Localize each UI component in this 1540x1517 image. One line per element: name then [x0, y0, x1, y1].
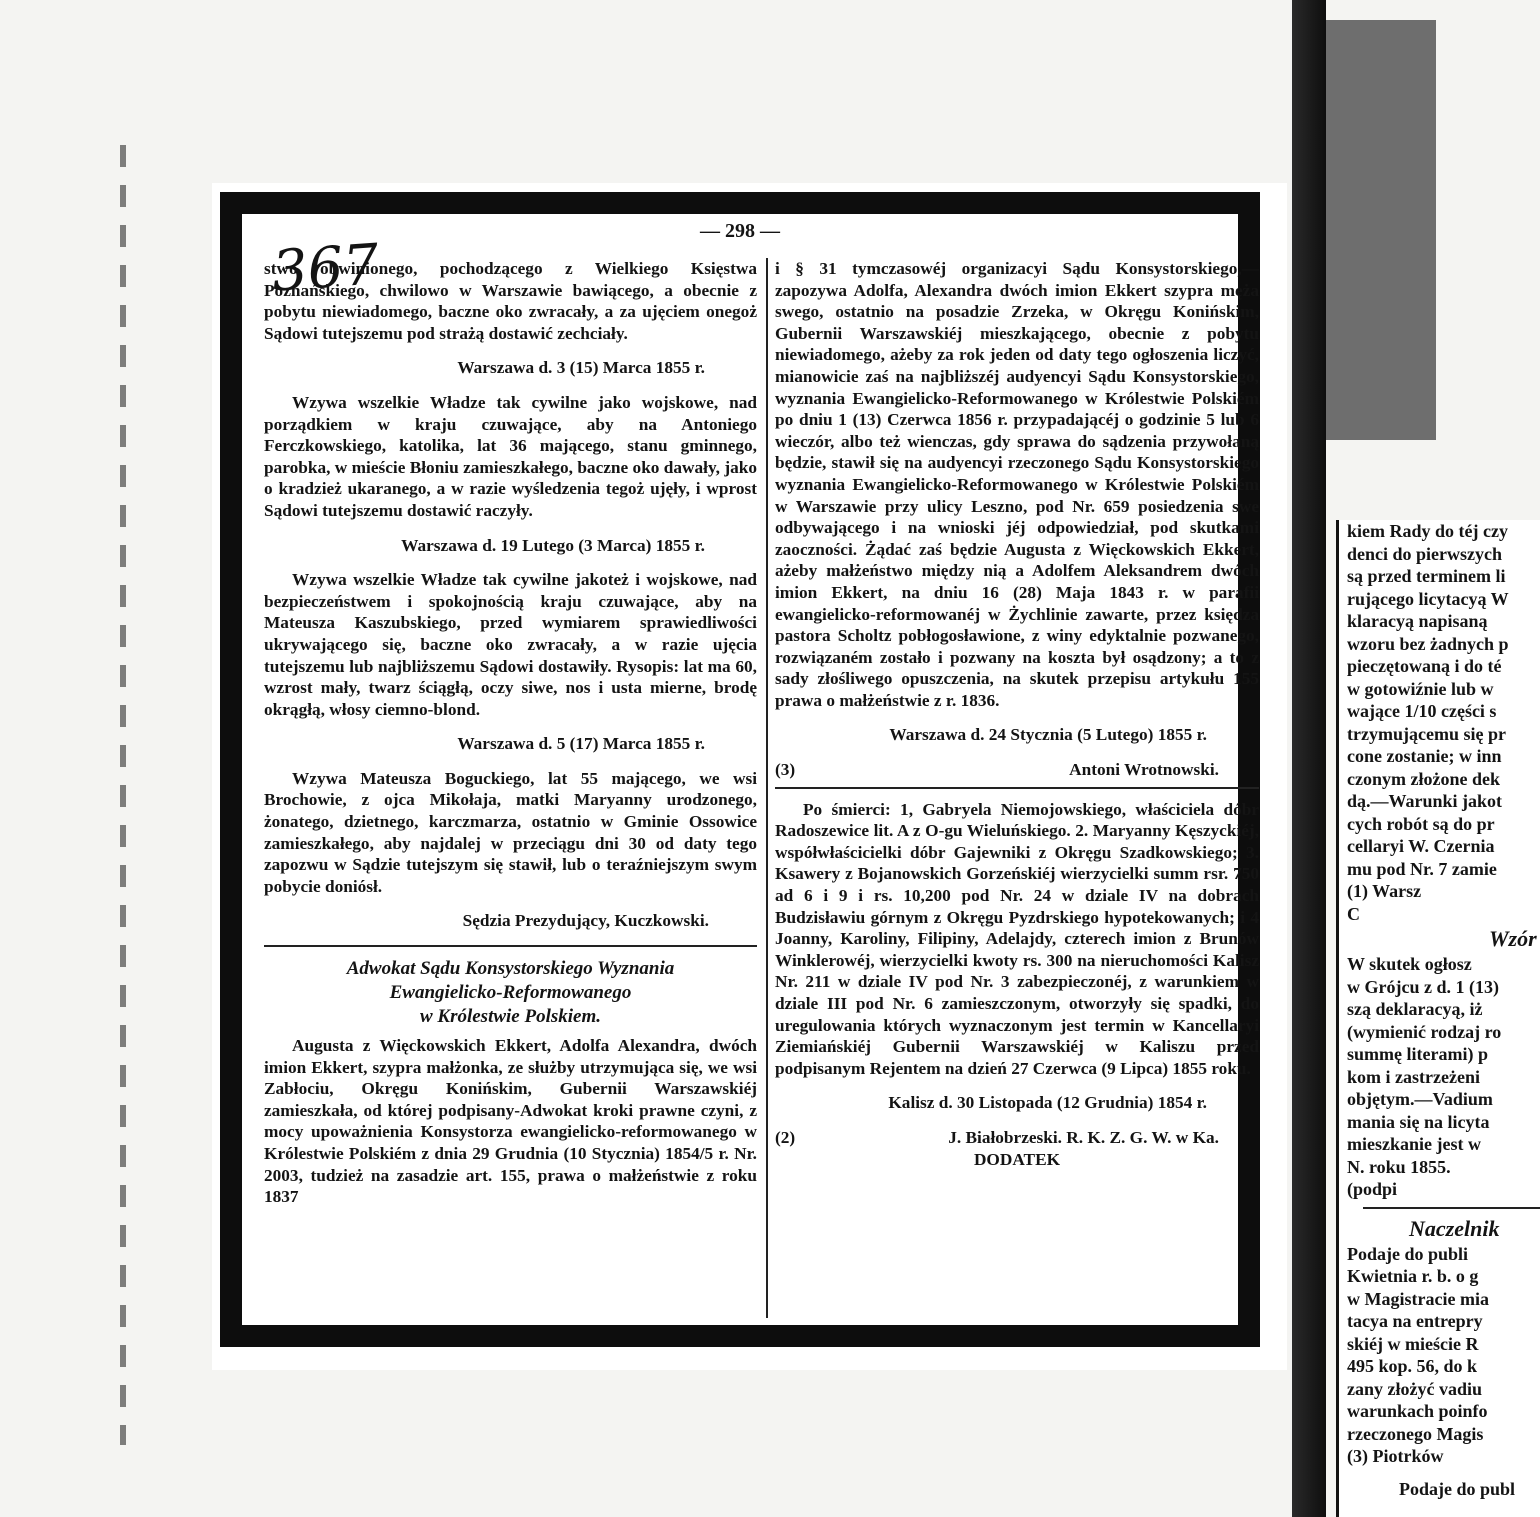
notice6-number: (2) — [775, 1127, 796, 1147]
adjacent-line: pieczętowaną i do té — [1347, 656, 1502, 676]
notice5-heading-line1: Adwokat Sądu Konsystorskiego Wyznania — [346, 958, 675, 980]
notice6-date: Kalisz d. 30 Listopada (12 Grudnia) 1854 r. — [888, 1093, 1207, 1113]
adjacent-line: są przed terminem li — [1347, 566, 1506, 586]
adjacent-line: mania się na licyta — [1347, 1111, 1490, 1132]
adjacent-line: tacya na entrepry — [1347, 1311, 1483, 1331]
clipping-frame — [220, 192, 1260, 1347]
notice6-body: Po śmierci: 1, Gabryela Niemojowskiego, właściciela dóbr Radoszewice lit. A z O-gu Wieluńskiego. 2. Maryanny Kęszyckiéj, współwłaścicielki dóbr Gajewniki z Okręgu Szadkowskiego; 3. Ksawery z Bojanowskich Gorzeńskiéj wierzycielki summ rsr. 750 ad 6 i 9 i rs. 10,200 pod Nr. 24 w dziale IV na dobrach Budzisławiu górnym z Okręgu Pyzdrskiego hypotekowanych; i 4 Joanny, Karoliny, Filipiny, Adelajdy, czterech imion z Brunów Winklerowéj, wierzycielki kwoty rs. 300 na nieruchomości Kalisz Nr. 211 w dziale IV pod Nr. 3 zabezpieczonéj, z warunkiem w dziale III pod Nr. 6 zamieszczonym, otworzyły się spadki, do uregulowania których wyznaczonym jest termin w Kancellaryi Ziemiańskiéj Gubernii Warszawskiéj w Kaliszu przed podpisanym Rejentem na dzień 27 Czerwca (9 Lipca) 1855 roku. — [775, 799, 1259, 1078]
adjacent-line: zany złożyć vadiu — [1347, 1378, 1482, 1399]
adjacent-line: (1) Warsz — [1347, 881, 1422, 901]
adjacent-line: klaracyą napisaną — [1347, 611, 1488, 631]
adjacent-line: summę literami) p — [1347, 1044, 1488, 1064]
adjacent-line: denci do pierwszych — [1347, 543, 1502, 564]
adjacent-last-line: Podaje do publ — [1399, 1478, 1516, 1499]
page-gutter-fold — [1326, 20, 1436, 440]
page-gutter-shadow — [1292, 0, 1326, 1517]
adjacent-page — [1336, 520, 1540, 1517]
section-rule — [264, 945, 757, 947]
adjacent-line: rującego licytacyą W — [1347, 588, 1509, 609]
notice5-heading — [264, 957, 757, 1029]
adjacent-line: cone zostanie; w inn — [1347, 746, 1502, 766]
column-divider — [766, 258, 768, 1318]
adjacent-line: (3) Piotrków — [1347, 1446, 1444, 1466]
notice5-signature: Antoni Wrotnowski. — [1069, 760, 1219, 780]
adjacent-line: objętym.—Vadium — [1347, 1089, 1493, 1109]
adjacent-line: (wymienić rodzaj ro — [1347, 1021, 1502, 1042]
adjacent-line: C — [1347, 903, 1360, 924]
notice6-signature-line — [775, 1127, 1259, 1149]
notice5-heading-line3: w Królestwie Polskiem. — [419, 1006, 602, 1028]
adjacent-line: czonym złożone dek — [1347, 768, 1500, 789]
notice3-body: Wzywa wszelkie Władze tak cywilne jakoteż i wojskowe, nad bezpieczeństwem i spokojnością kraju czuwające, aby na Mateusza Kaszubskiego, przed wymiarem sprawiedliwości ukrywającego się, baczne oko zwracały, a w razie ujęcia tutejszemu lub najbliższemu Sądowi dostawiły. Rysopis: lat ma 60, wzrost mały, twarz ściągłą, oczy siwe, nos i usta mierne, brodę okrągłą, włosy ciemno-blond. — [264, 570, 757, 719]
notice1-body: stwo obwinionego, pochodzącego z Wielkiego Księstwa Poznańskiego, chwilowo w Warszawie bawiącego, a obecnie z pobytu niewiadomego, baczne oko zwracały, a za ujęciem onegoż Sądowi tutejszemu pod strażą dostawić zechciały. — [264, 259, 757, 343]
adjacent-line: cych robót są do pr — [1347, 813, 1495, 834]
right-column — [775, 258, 1259, 1170]
notice5-heading-line2: Ewangielicko-Reformowanego — [389, 982, 632, 1004]
adjacent-line: Kwietnia r. b. o g — [1347, 1266, 1479, 1286]
adjacent-line: W skutek ogłosz — [1347, 954, 1472, 974]
notice5-date: Warszawa d. 24 Stycznia (5 Lutego) 1855 r. — [889, 725, 1207, 745]
adjacent-line: warunkach poinfo — [1347, 1401, 1488, 1421]
notice5-signature-line — [775, 759, 1259, 781]
adjacent-line: rzeczonego Magis — [1347, 1423, 1484, 1444]
adjacent-heading-2: Naczelnik — [1409, 1215, 1500, 1241]
adjacent-line: N. roku 1855. — [1347, 1156, 1451, 1177]
adjacent-line: mieszkanie jest w — [1347, 1134, 1481, 1154]
adjacent-line: skiéj w mieście R — [1347, 1333, 1479, 1354]
adjacent-lines-3 — [1339, 1243, 1540, 1468]
notice1-date: Warszawa d. 3 (15) Marca 1855 r. — [457, 358, 705, 378]
adjacent-line: kiem Rady do téj czy — [1347, 521, 1508, 541]
adjacent-lines-2 — [1339, 953, 1540, 1201]
adjacent-line: mu pod Nr. 7 zamie — [1347, 858, 1497, 879]
adjacent-line: Podaje do publi — [1347, 1243, 1469, 1264]
adjacent-line: wające 1/10 części s — [1347, 701, 1497, 721]
notice4-signature: Sędzia Prezydujący, Kuczkowski. — [462, 911, 709, 931]
adjacent-line: 495 kop. 56, do k — [1347, 1356, 1478, 1376]
adjacent-line: w Grójcu z d. 1 (13) — [1347, 976, 1499, 997]
notice2-date: Warszawa d. 19 Lutego (3 Marca) 1855 r. — [401, 535, 705, 555]
adjacent-line: cellaryi W. Czernia — [1347, 836, 1495, 856]
adjacent-line: w gotowiźnie lub w — [1347, 678, 1494, 699]
notice4-body: Wzywa Mateusza Boguckiego, lat 55 mającego, we wsi Brochowie, z ojca Mikołaja, matki Maryanny urodzonego, żonatego, dzietnego, karczmarza, ostatnio w Gminie Ossowice zamieszkałego, aby najdalej w przeciągu dni 30 od daty tego zapozwu w Sądzie tutejszym się stawił, lub o teraźniejszym swym pobycie doniósł. — [264, 768, 757, 896]
adjacent-rule — [1363, 1207, 1540, 1209]
adjacent-line: szą deklaracyą, iż — [1347, 999, 1483, 1019]
scan-edge-mark — [120, 145, 126, 1445]
handwritten-note: 367 — [269, 232, 382, 305]
adjacent-line: wzoru bez żadnych p — [1347, 633, 1509, 654]
adjacent-line: (podpi — [1347, 1179, 1398, 1199]
page-number: — 298 — — [700, 220, 780, 242]
notice5-body: Augusta z Więckowskich Ekkert, Adolfa Alexandra, dwóch imion Ekkert, szypra małżonka, ze służby utrzymująca się, we wsi Zabłociu, Okręgu Konińskim, Gubernii Warszawskiéj zamieszkała, od której podpisany-Adwokat kroki prawne czyni, z mocy upoważnienia Konsystorza ewangielicko-reformowanego w Królestwie Polskiém z dnia 29 Grudnia (10 Stycznia) 1854/5 r. Nr. 2003, tudzież na zasadzie art. 155, prawa o małżeństwie z roku 1837 — [264, 1036, 757, 1207]
section-rule — [775, 787, 1259, 789]
adjacent-line: w Magistracie mia — [1347, 1288, 1489, 1309]
notice5-number: (3) — [775, 760, 796, 780]
left-column — [264, 258, 757, 1221]
adjacent-line: dą.—Warunki jakot — [1347, 791, 1503, 811]
catchword: DODATEK — [973, 1149, 1061, 1169]
notice2-body: Wzywa wszelkie Władze tak cywilne jako wojskowe, nad porządkiem w kraju czuwające, aby na Antoniego Ferczkowskiego, katolika, lat 36 mającego, stanu gminnego, parobka, w mieście Błoniu zamieszkałego, baczne oko dawały, jako o kradzież ukaranego, a w razie wyśledzenia tegoż ujęły, i wprost Sądowi tutejszemu dostawić raczyły. — [264, 392, 757, 520]
notice5-continuation: i § 31 tymczasowéj organizacyi Sądu Konsystorskiego,—zapozywa Adolfa, Alexandra dwóch imion Ekkert szypra męża swego, ostatnio na posadzie Zrzeka, w Okręgu Konińskim, Gubernii Warszawskiéj mieszkającego, obecnie z pobytu niewiadomego, ażeby za rok jeden od daty tego ogłoszenia liczyć, mianowicie zaś na najbliższéj audyencyi Sądu Konsystorskiego, wyznania Ewangielicko-Reformowanego w Królestwie Polskiém po dniu 1 (13) Czerwca 1856 r. przypadającéj o godzinie 5 lub 6 wieczór, albo też wienczas, gdy sprawa do sądzenia przywołaną będzie, stawił się na audyencyi rzeczonego Sądu Konsystorskiego wyznania Ewangielicko-Reformowanego w Królestwie Polskiém w Warszawie przy ulicy Leszno, pod Nr. 659 posiedzenia swe odbywającego i na wnioski jéj odpowiedział, pod skutkami zaoczności. Żądać zaś będzie Augusta z Więckowskich Ekkert, ażeby małżeństwo między nią a Adolfem Aleksandrem dwóch imion Ekkert, na dniu 16 (28) Maja 1843 r. w parafii ewangielicko-reformowanéj w Żychlinie zawarte, przez księdza pastora Scholtz pobłogosławione, z winy edyktalnie pozwanego, rozwiązaném zostało i pozwany na koszta był osądzony; a to z sady złośliwego opuszczenia, na skutek przepisu artykułu 155 prawa o małżeństwie z r. 1836. — [775, 259, 1259, 710]
notice6-signature: J. Białobrzeski. R. K. Z. G. W. w Ka. — [948, 1127, 1219, 1147]
adjacent-line: trzymującemu się pr — [1347, 723, 1506, 744]
adjacent-line: kom i zastrzeżeni — [1347, 1066, 1480, 1087]
notice3-date: Warszawa d. 5 (17) Marca 1855 r. — [457, 734, 705, 754]
adjacent-lines-1 — [1339, 520, 1540, 925]
adjacent-heading: Wzór — [1489, 926, 1537, 951]
